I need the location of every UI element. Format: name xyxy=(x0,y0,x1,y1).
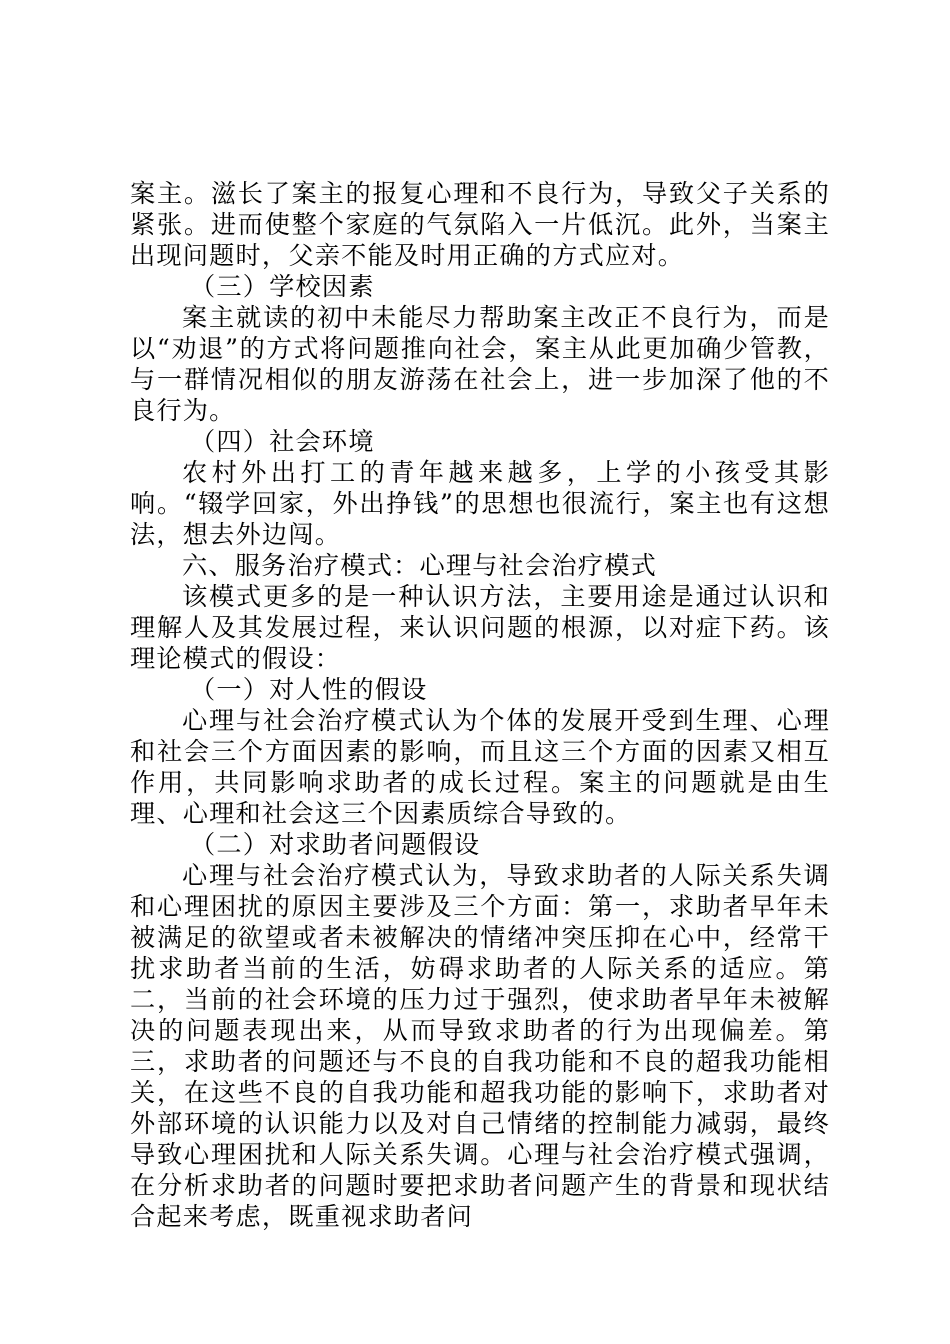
subheading-client-problem: （二）对求助者问题假设 xyxy=(190,830,481,859)
document-page xyxy=(130,178,830,1232)
subheading-human-nature: （一）对人性的假设 xyxy=(190,675,428,704)
paragraph-social: 农村外出打工的青年越来越多，上学的小孩受其影响。“辍学回家，外出挣钱”的思想也很流行，案主也有这想法，想去外边闯。 xyxy=(130,458,830,549)
paragraph-model-intro: 该模式更多的是一种认识方法，主要用途是通过认识和理解人及其发展过程，来认识问题的根源，以对症下药。该理论模式的假设： xyxy=(130,582,830,673)
section-heading-treatment-model: 六、服务治疗模式：心理与社会治疗模式 xyxy=(182,551,657,580)
paragraph-continued: 案主。滋长了案主的报复心理和不良行为，导致父子关系的紧张。进而使整个家庭的气氛陷入一片低沉。此外，当案主出现问题时，父亲不能及时用正确的方式应对。 xyxy=(130,179,830,270)
paragraph-client-problem: 心理与社会治疗模式认为，导致求助者的人际关系失调和心理困扰的原因主要涉及三个方面：第一，求助者早年未被满足的欲望或者未被解决的情绪冲突压抑在心中，经常干扰求助者当前的生活，妨碍求助者的人际关系的适应。第二，当前的社会环境的压力过于强烈，使求助者早年未被解决的问题表现出来，从而导致求助者的行为出现偏差。第三，求助者的问题还与不良的自我功能和不良的超我功能相关，在这些不良的自我功能和超我功能的影响下，求助者对外部环境的认识能力以及对自己情绪的控制能力减弱，最终导致心理困扰和人际关系失调。心理与社会治疗模式强调，在分析求助者的问题时要把求助者问题产生的背景和现状结合起来考虑，既重视求助者问 xyxy=(130,861,830,1231)
paragraph-human-nature: 心理与社会治疗模式认为个体的发展开受到生理、心理和社会三个方面因素的影响，而且这三个方面的因素又相互作用，共同影响求助者的成长过程。案主的问题就是由生理、心理和社会这三个因素质综合导致的。 xyxy=(130,706,830,828)
subheading-school-factors: （三）学校因素 xyxy=(190,272,375,301)
subheading-social-environment: （四）社会环境 xyxy=(190,427,375,456)
paragraph-school: 案主就读的初中未能尽力帮助案主改正不良行为，而是以“劝退”的方式将问题推向社会，案主从此更加确少管教，与一群情况相似的朋友游荡在社会上，进一步加深了他的不良行为。 xyxy=(130,303,830,425)
